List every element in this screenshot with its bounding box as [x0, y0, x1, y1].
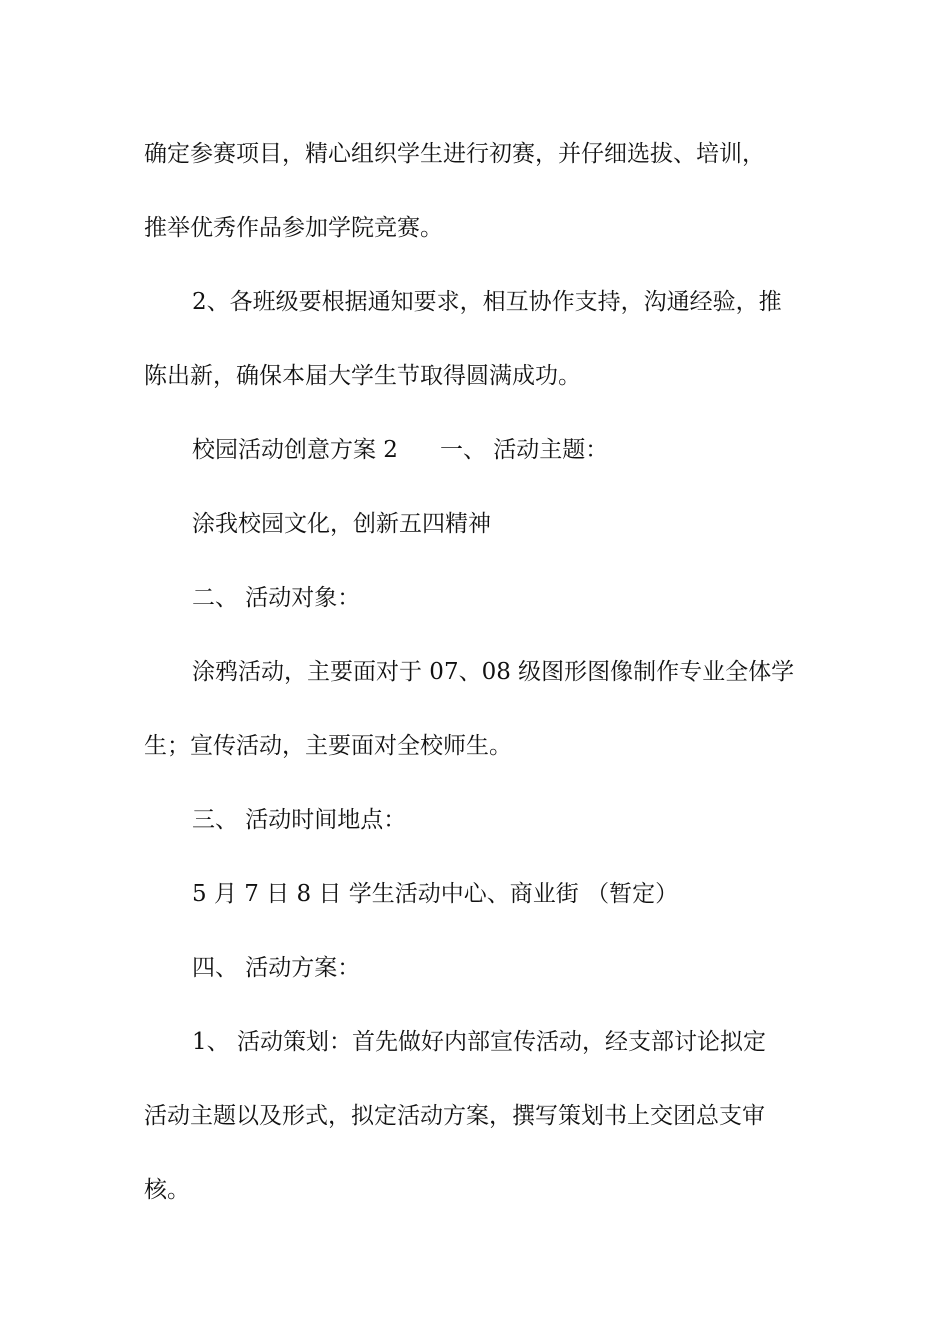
paragraph-line: 确定参赛项目，精心组织学生进行初赛，并仔细选拔、培训， — [144, 141, 765, 167]
section-heading-theme: 一、 活动主题： — [439, 437, 609, 463]
paragraph-line: 涂我校园文化，创新五四精神 — [192, 511, 491, 537]
paragraph-line: 2、各班级要根据通知要求，相互协作支持，沟通经验，推 — [192, 289, 782, 315]
plan-title: 校园活动创意方案 2 — [192, 437, 398, 463]
section-heading-plan: 四、 活动方案： — [192, 955, 361, 981]
paragraph-line: 5 月 7 日 8 日 学生活动中心、商业街 （暂定） — [192, 881, 679, 907]
section-heading-time-place: 三、 活动时间地点： — [192, 807, 407, 833]
paragraph-line: 1、 活动策划：首先做好内部宣传活动，经支部讨论拟定 — [192, 1029, 766, 1055]
paragraph-line: 陈出新，确保本届大学生节取得圆满成功。 — [144, 363, 581, 389]
section-heading-audience: 二、 活动对象： — [192, 585, 361, 611]
document-body — [144, 117, 812, 1227]
paragraph-line: 生；宣传活动，主要面对全校师生。 — [144, 733, 512, 759]
paragraph-line: 涂鸦活动，主要面对于 07、08 级图形图像制作专业全体学 — [192, 659, 795, 685]
paragraph-line: 活动主题以及形式，拟定活动方案，撰写策划书上交团总支审 — [144, 1103, 765, 1129]
paragraph-line: 核。 — [144, 1177, 190, 1203]
heading-line — [144, 413, 812, 487]
paragraph-line: 推举优秀作品参加学院竞赛。 — [144, 215, 443, 241]
